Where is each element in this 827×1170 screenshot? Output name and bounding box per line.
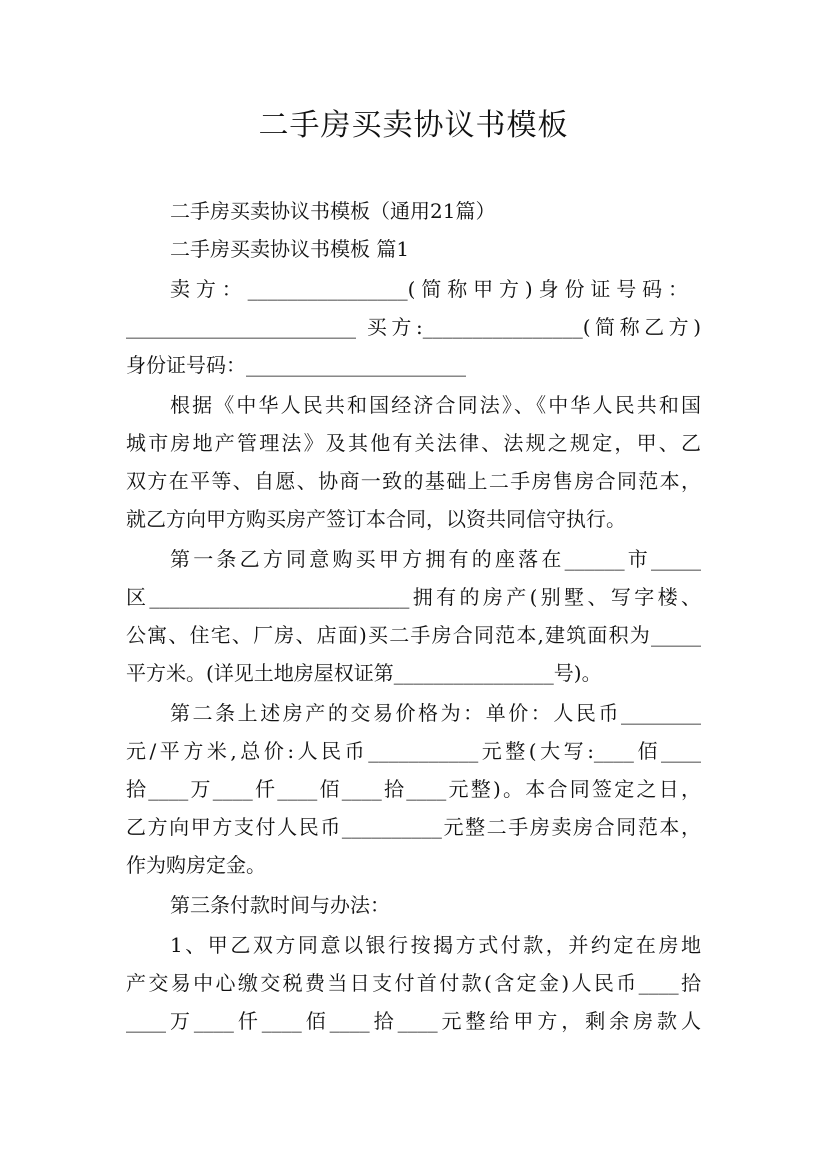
body-line: 产交易中心缴交税费当日支付首付款(含定金)人民币____拾 [126,971,701,995]
body-line: 身份证号码：______________________ [126,353,466,377]
body-line: _______________________ 买方:________________(简称乙方) [126,315,701,339]
body-line: ____万____仟____佰____拾____元整给甲方，剩余房款人 [126,1009,701,1033]
body-line: 乙方向甲方支付人民币__________元整二手房卖房合同范本， [126,815,701,839]
body-line: 第一条乙方同意购买甲方拥有的座落在______市_____ [170,547,701,571]
body-line: 第二条上述房产的交易价格为：单价：人民币________ [170,701,701,725]
body-line: 区__________________________拥有的房产(别墅、写字楼、 [126,585,701,609]
section-heading: 第三条付款时间与办法： [170,893,390,917]
body-line: 公寓、住宅、厂房、店面)买二手房合同范本,建筑面积为_____ [126,623,701,647]
document-title: 二手房买卖协议书模板 [258,108,569,143]
subtitle-line: 二手房买卖协议书模板（通用21篇） [170,199,496,223]
body-line: 拾____万____仟____佰____拾____元整)。本合同签定之日， [126,777,701,801]
body-line: 1、甲乙双方同意以银行按揭方式付款，并约定在房地 [170,933,701,957]
body-line: 元/平方米,总价:人民币___________元整(大写:____佰____ [126,739,701,763]
body-line: 双方在平等、自愿、协商一致的基础上二手房售房合同范本， [126,469,701,493]
body-line: 城市房地产管理法》及其他有关法律、法规之规定，甲、乙 [126,431,701,455]
section-heading: 二手房买卖协议书模板 篇1 [170,237,410,261]
body-line: 就乙方向甲方购买房产签订本合同，以资共同信守执行。 [126,507,626,531]
body-line: 卖方：________________(简称甲方)身份证号码： [170,277,688,301]
body-line: 平方米。(详见土地房屋权证第________________号)。 [126,661,602,685]
body-line: 根据《中华人民共和国经济合同法》、《中华人民共和国 [170,393,701,417]
body-line: 作为购房定金。 [126,853,266,877]
